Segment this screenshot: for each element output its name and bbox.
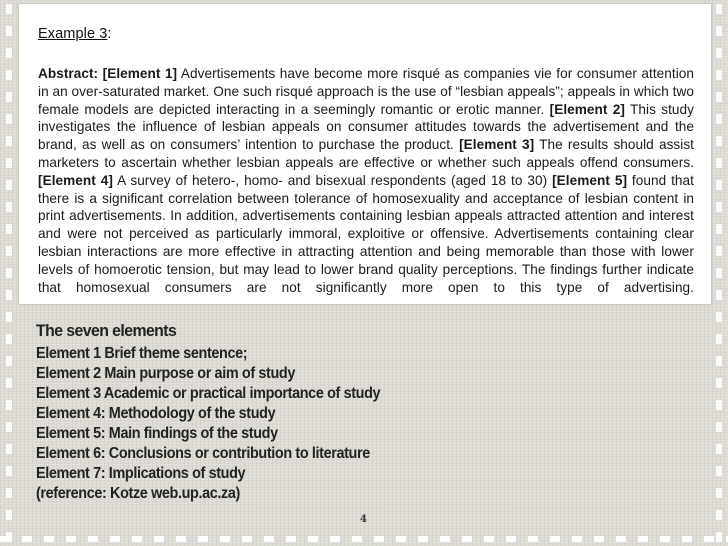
stitched-border-bottom	[0, 536, 728, 542]
stitched-border-left	[0, 0, 20, 546]
element-line-6: Element 6: Conclusions or contribution to literature	[36, 445, 370, 462]
element-tag-1: [Element 1]	[102, 66, 178, 81]
abstract-paragraph	[38, 65, 694, 296]
element-line-5: Element 5: Main findings of the study	[36, 425, 278, 442]
element-line-1: Element 1 Brief theme sentence;	[36, 345, 248, 362]
element-line-2: Element 2 Main purpose or aim of study	[36, 365, 296, 382]
abstract-text-3: The results should assist marketers to ascertain whether lesbian appeals are effective or whether such appeals offend consumers.	[38, 137, 695, 170]
element-line-7: Element 7: Implications of study	[36, 465, 246, 482]
example-heading: Example 3:	[38, 26, 112, 42]
abstract-text-4: A survey of hetero-, homo- and bisexual respondents (aged 18 to 30)	[112, 172, 553, 188]
element-line-4: Element 4: Methodology of the study	[36, 405, 276, 422]
reference-line: (reference: Kotze web.up.ac.za)	[36, 485, 240, 502]
abstract-label: Abstract:	[38, 66, 99, 81]
element-line-3: Element 3 Academic or practical importance of study	[36, 385, 381, 402]
seven-elements-list	[36, 321, 557, 504]
stitched-border-right	[708, 0, 728, 546]
element-tag-4: [Element 4]	[38, 172, 113, 188]
element-tag-3: [Element 3]	[459, 137, 535, 153]
abstract-text-1: Advertisements have become more risqué as companies vie for consumer attention in an over-saturated market. One such risqué approach is the use of “lesbian appeals”; appeals in which two female models are depicted interacting in a seemingly romantic or erotic manner.	[38, 66, 695, 117]
elements-title: The seven elements	[36, 321, 177, 340]
abstract-text-2: This study investigates the influence of lesbian appeals on consumer attitudes towards the advertisement and the brand, as well as on consumers’ intention to purchase the product.	[38, 101, 694, 153]
abstract-text-5: found that there is a significant correlation between tolerance of homosexuality and acceptance of lesbian content in print advertisements. In addition, advertisements containing lesbian appeals attracted attention and interest and were not perceived as particularly immoral, exploitive or offensive. Advertisements containing clear lesbian interactions are more effective in attracting attention and being memorable than those with lower levels of homoerotic tension, but may lead to lower brand quality perceptions. The findings further indicate that homosexual consumers are not significantly more open to this type of advertising.	[38, 172, 694, 295]
abstract-paper-sheet	[19, 4, 711, 304]
element-tag-5: [Element 5]	[552, 172, 628, 188]
element-tag-2: [Element 2]	[549, 101, 625, 117]
page-number: 4	[360, 514, 367, 525]
